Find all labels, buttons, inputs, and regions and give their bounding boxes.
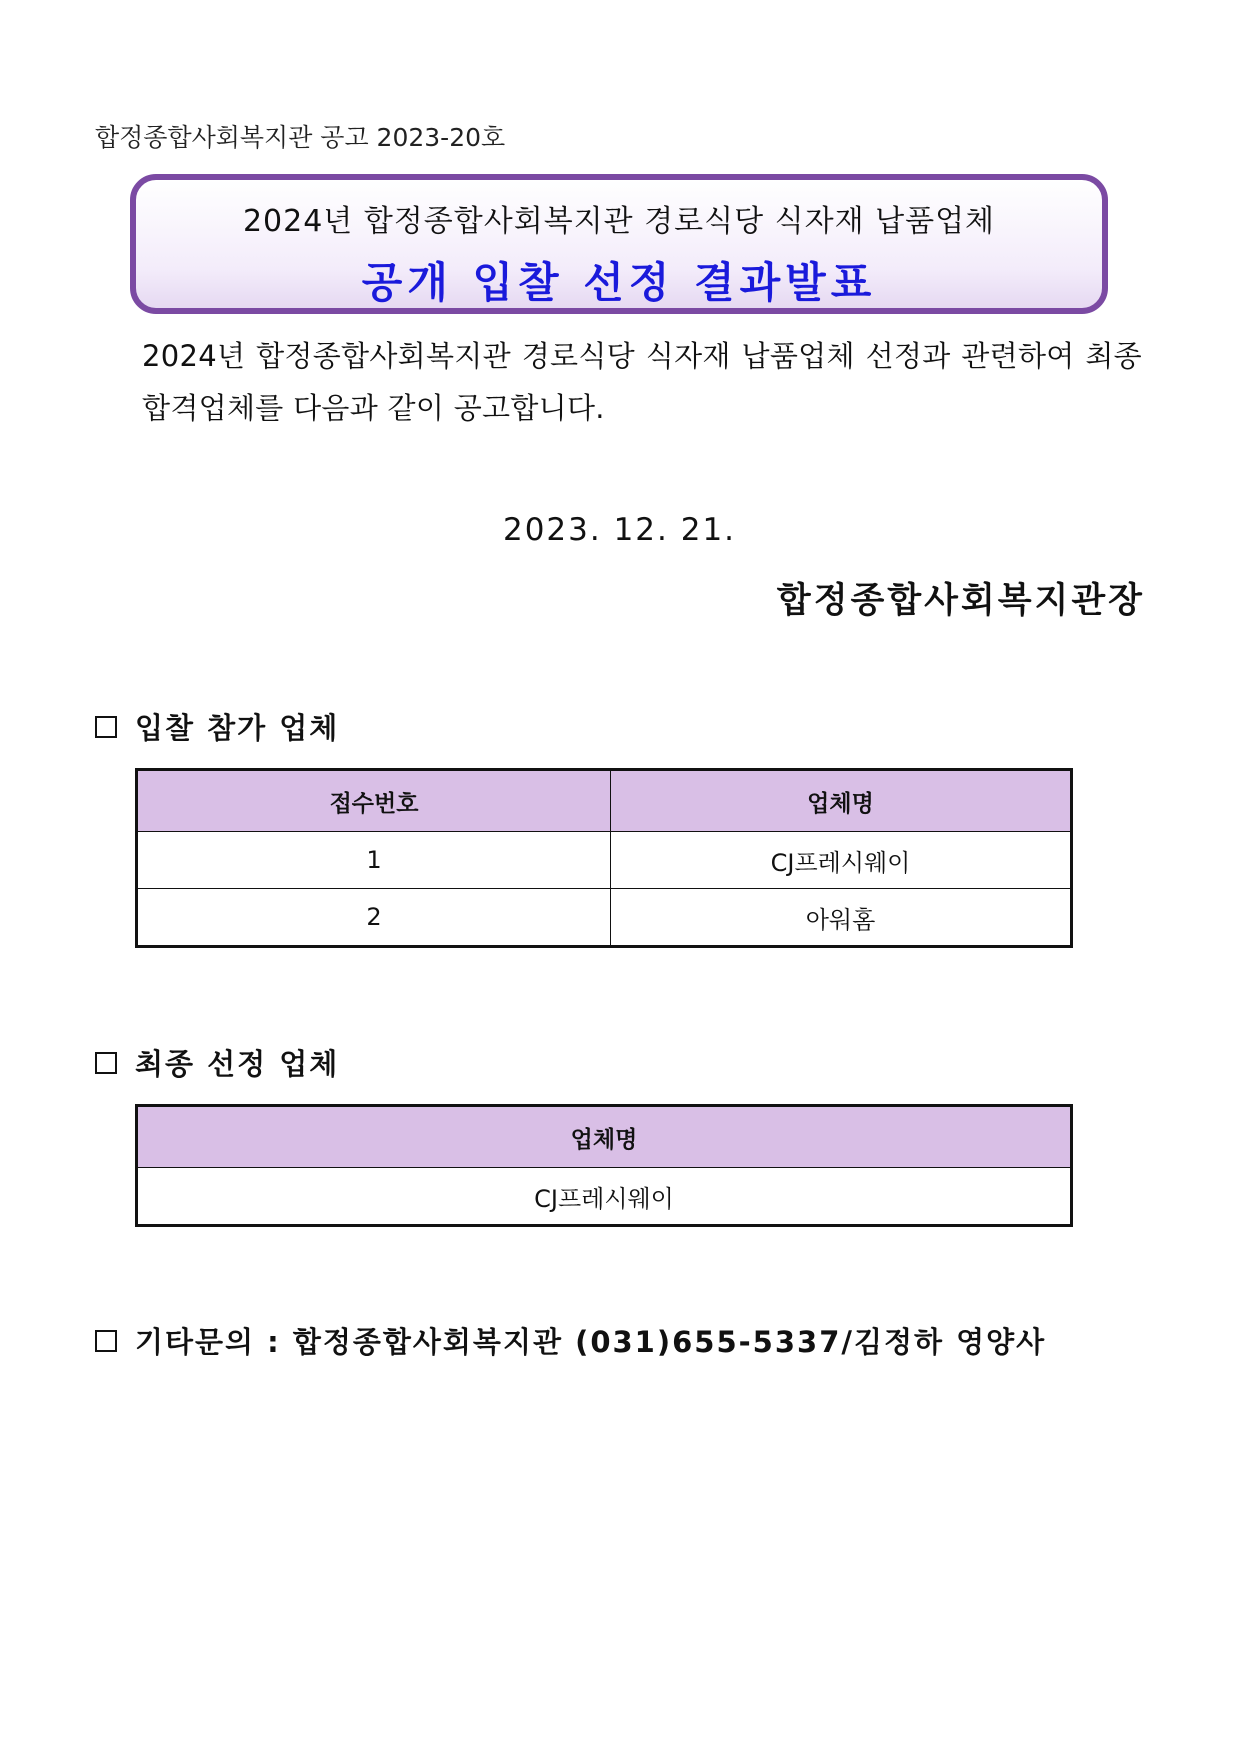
issuer-name: 합정종합사회복지관장 (776, 581, 1145, 621)
section-bidders-heading (95, 706, 339, 747)
table-row (137, 889, 1072, 947)
bidders-table (135, 768, 1073, 948)
section-bidders-title: 입찰 참가 업체 (135, 711, 340, 745)
inquiry-line (95, 1320, 1046, 1361)
title-subtitle: 2024년 합정종합사회복지관 경로식당 식자재 납품업체 (242, 204, 996, 239)
column-header-receipt-no: 접수번호 (137, 770, 611, 832)
table-header-row (137, 1106, 1072, 1168)
table-row (137, 832, 1072, 889)
receipt-no-cell: 2 (137, 889, 611, 947)
receipt-no-cell: 1 (137, 832, 611, 889)
title-main: 공개 입찰 선정 결과발표 (361, 258, 877, 307)
company-cell: CJ프레시웨이 (137, 1168, 1072, 1226)
table-header-row (137, 770, 1072, 832)
column-header-company: 업체명 (611, 770, 1072, 832)
section-final-heading (95, 1042, 339, 1083)
intro-paragraph: 2024년 합정종합사회복지관 경로식당 식자재 납품업체 선정과 관련하여 최종 합격업체를 다음과 같이 공고합니다. (142, 339, 1142, 425)
table-row (137, 1168, 1072, 1226)
column-header-company: 업체명 (137, 1106, 1072, 1168)
checkbox-icon (95, 1330, 117, 1352)
company-cell: CJ프레시웨이 (611, 832, 1072, 889)
checkbox-icon (95, 1052, 117, 1074)
inquiry-text: 기타문의 : 합정종합사회복지관 (031)655-5337/김정하 영양사 (135, 1325, 1047, 1359)
final-table (135, 1104, 1073, 1227)
section-final-title: 최종 선정 업체 (135, 1047, 340, 1081)
notice-number: 합정종합사회복지관 공고 2023-20호 (95, 123, 506, 152)
title-box (130, 174, 1108, 314)
company-cell: 아워홈 (611, 889, 1072, 947)
checkbox-icon (95, 716, 117, 738)
notice-date: 2023. 12. 21. (502, 512, 737, 548)
